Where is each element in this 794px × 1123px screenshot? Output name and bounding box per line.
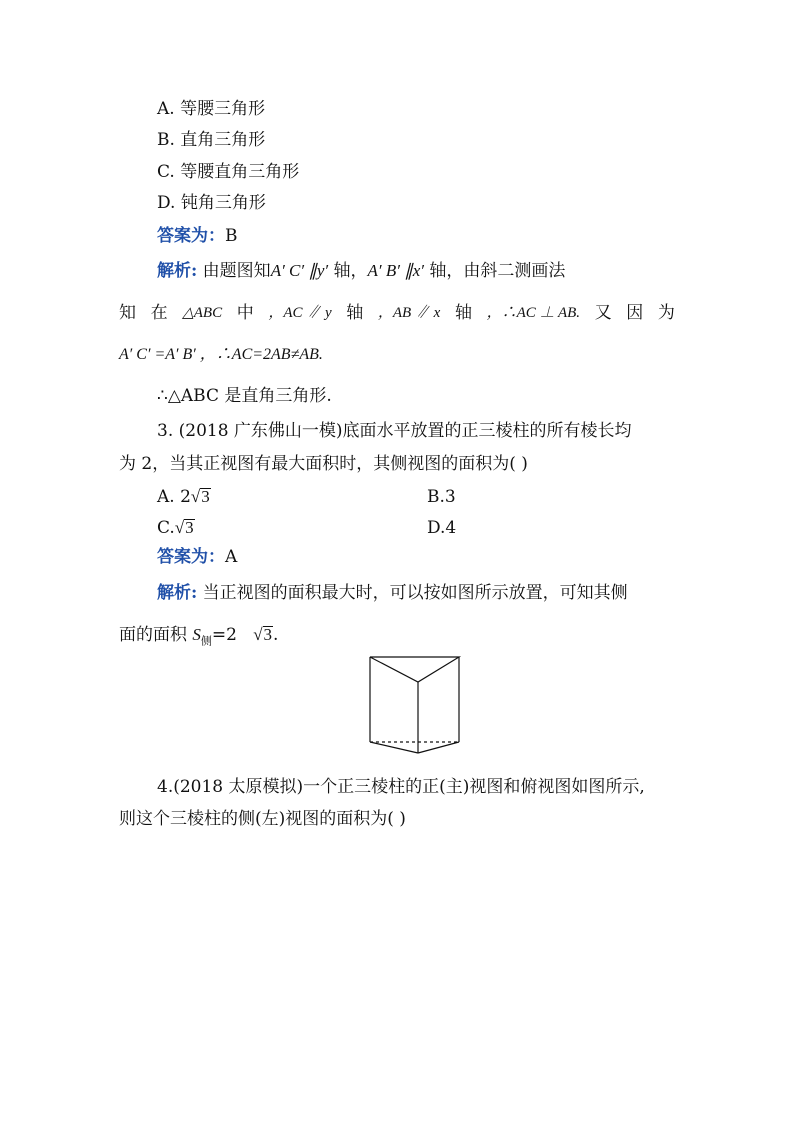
q3-option-a: A. 2√3: [157, 487, 210, 507]
q3-option-d: D.4: [427, 518, 457, 538]
prism-top-face: [370, 657, 459, 682]
answer-label: 答案为：: [157, 226, 225, 246]
q2-option-b: B. 直角三角形: [157, 130, 266, 150]
answer-value: B: [225, 226, 238, 246]
q2-option-c: C. 等腰直角三角形: [157, 162, 300, 182]
q4-stem-line-1: 4.(2018 太原模拟)一个正三棱柱的正(主)视图和俯视图如图所示,: [157, 777, 645, 797]
prism-bottom-right: [418, 742, 459, 753]
q2-analysis-line-2: 知 在 △ABC 中 ，AC ∥ y 轴 ，AB ∥ x 轴 ，∴AC ⊥ AB. 又 因 为: [119, 303, 675, 323]
q3-option-c: C.√3: [157, 518, 194, 538]
q2-analysis-line-4: ∴△ABC 是直角三角形.: [157, 386, 332, 406]
q2-option-d: D. 钝角三角形: [157, 193, 266, 213]
q3-answer: [157, 546, 237, 568]
q3-stem-line-2: 为 2，当其正视图有最大面积时，其侧视图的面积为( ): [119, 454, 528, 474]
q3-option-b: B.3: [427, 487, 456, 507]
q3-stem-line-1: 3. (2018 广东佛山一模)底面水平放置的正三棱柱的所有棱长均: [157, 421, 632, 441]
q3-analysis-line-2: 面的面积 $S_侧=2$ √3.: [119, 625, 279, 648]
analysis-label: 解析:: [157, 261, 198, 281]
q2-option-a: A. 等腰三角形: [157, 99, 266, 119]
prism-bottom-left: [370, 742, 418, 753]
prism-figure: [368, 655, 462, 755]
q2-answer: [157, 225, 238, 247]
q2-analysis-line-1: 解析: 由题图知A′ C′ ∥y′ 轴，A′ B′ ∥x′ 轴，由斜二测画法: [157, 261, 566, 281]
q4-stem-line-2: 则这个三棱柱的侧(左)视图的面积为( ): [119, 809, 406, 829]
q3-analysis-line-1: 解析: 当正视图的面积最大时，可以按如图所示放置，可知其侧: [157, 583, 628, 603]
answer-value: A: [225, 547, 238, 567]
q2-analysis-line-3: A′ C′ =A′ B′ ，∴AC=2AB≠AB.: [119, 346, 323, 363]
analysis-label: 解析:: [157, 583, 198, 603]
answer-label: 答案为：: [157, 547, 225, 567]
